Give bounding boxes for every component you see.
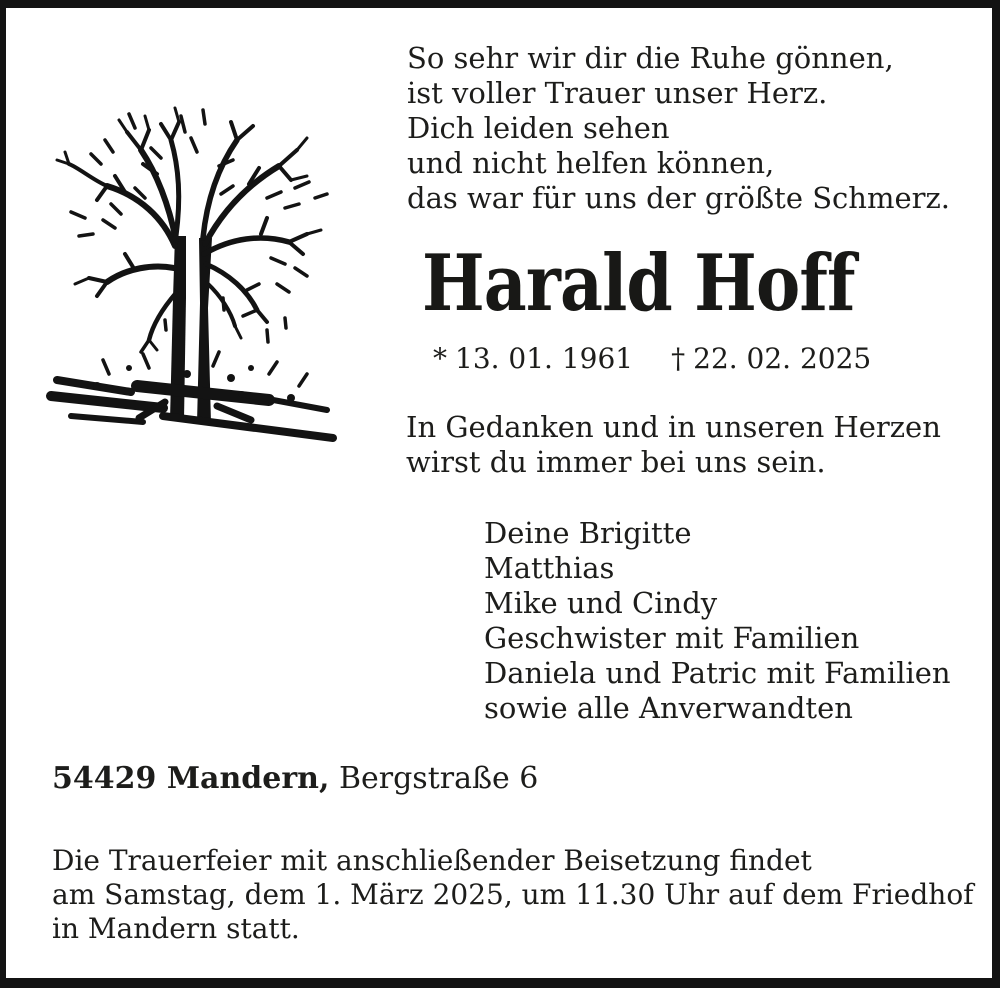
death-cross-symbol: † <box>671 342 686 375</box>
mourners-list <box>484 516 951 726</box>
mourner-line: Matthias <box>484 551 615 585</box>
poem-line: Dich leiden sehen <box>407 111 670 145</box>
mourner-line: Deine Brigitte <box>484 516 692 550</box>
poem-line: ist voller Trauer unser Herz. <box>407 76 828 110</box>
mourner-line: Geschwister mit Familien <box>484 621 860 655</box>
mourner-line: sowie alle Anverwandten <box>484 691 853 725</box>
funeral-line: in Mandern statt. <box>52 912 300 945</box>
street: Bergstraße 6 <box>338 761 539 796</box>
birth-date-group <box>433 341 633 376</box>
tree-branches <box>57 108 327 352</box>
remembrance-text <box>406 410 941 480</box>
death-date: 22. 02. 2025 <box>693 342 872 375</box>
remembrance-line: wirst du immer bei uns sein. <box>406 445 826 479</box>
address-line <box>52 761 538 796</box>
poem-line: und nicht helfen können, <box>407 146 775 180</box>
deceased-name: Harald Hoff <box>422 238 855 329</box>
life-dates <box>433 341 871 376</box>
postal-city: 54429 Mandern, <box>52 761 330 796</box>
tree-illustration <box>45 68 345 458</box>
remembrance-line: In Gedanken und in unseren Herzen <box>406 410 941 444</box>
birth-date: 13. 01. 1961 <box>455 342 634 375</box>
tree-ground <box>51 352 333 438</box>
death-date-group <box>671 341 871 376</box>
mourner-line: Mike und Cindy <box>484 586 718 620</box>
mourner-line: Daniela und Patric mit Familien <box>484 656 951 690</box>
condolence-poem <box>407 41 950 216</box>
poem-line: So sehr wir dir die Ruhe gönnen, <box>407 41 894 75</box>
funeral-line: Die Trauerfeier mit anschließender Beisetzung findet <box>52 844 812 877</box>
funeral-line: am Samstag, dem 1. März 2025, um 11.30 Uhr auf dem Friedhof <box>52 878 974 911</box>
poem-line: das war für uns der größte Schmerz. <box>407 181 950 215</box>
birth-star-symbol: * <box>433 342 447 375</box>
funeral-info <box>52 844 974 946</box>
